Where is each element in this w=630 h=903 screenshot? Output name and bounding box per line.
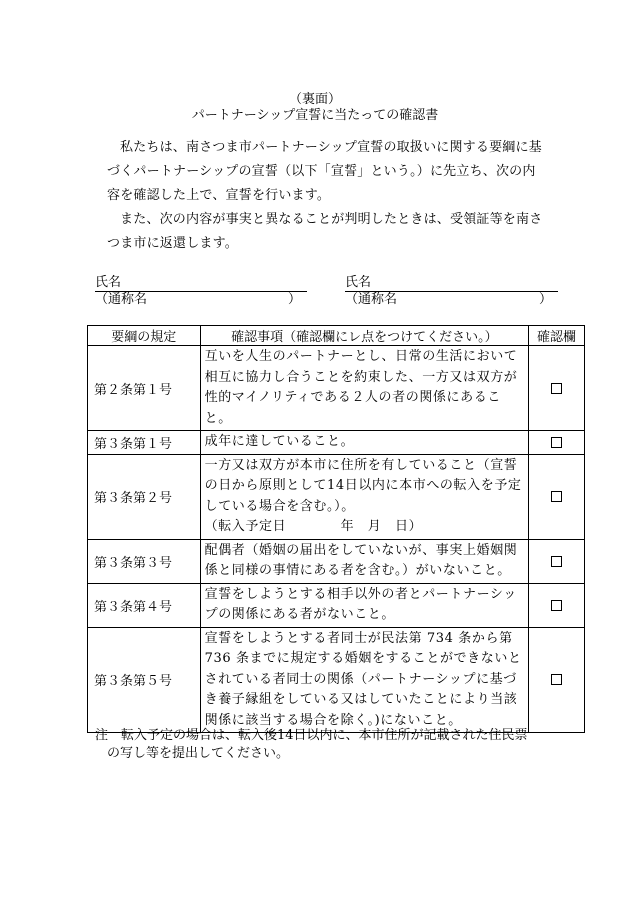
check-cell[interactable] bbox=[529, 539, 585, 583]
alias-close-paren: ） bbox=[287, 292, 301, 307]
item-cell bbox=[200, 583, 528, 627]
item-text: 一方又は双方が本市に住所を有していること（宣誓の日から原則として14日以内に本市への転入を予定している場合を含む。）。 bbox=[204, 457, 522, 514]
item-text: 宣誓をしようとする相手以外の者とパートナーシップの関係にある者がないこと。 bbox=[204, 586, 517, 622]
item-cell bbox=[200, 454, 528, 539]
article-cell: 第２条第１号 bbox=[88, 346, 201, 431]
header-article: 要綱の規定 bbox=[88, 326, 201, 346]
item-subtext: （転入予定日 年 月 日） bbox=[204, 519, 423, 534]
article-cell: 第３条第５号 bbox=[88, 627, 201, 733]
alias-close-paren: ） bbox=[538, 292, 552, 307]
footnote-line-1: 注 転入予定の場合は、転入後14日以内に、本市住所が記載された住民票 bbox=[95, 728, 528, 743]
item-cell bbox=[200, 627, 528, 733]
intro-paragraph-1: 私たちは、南さつま市パートナーシップ宣誓の取扱いに関する要綱に基づくパートナーシップの宣誓（以下「宣誓」という。）に先立ち、次の内容を確認した上で、宣誓を行います。 bbox=[107, 140, 542, 204]
table-row bbox=[88, 431, 585, 455]
footnote bbox=[95, 727, 595, 763]
table-row bbox=[88, 539, 585, 583]
document-title: パートナーシップ宣誓に当たっての確認書 bbox=[191, 108, 439, 123]
intro-paragraph-2: また、次の内容が事実と異なることが判明したときは、受領証等を南さつま市に返還します。 bbox=[107, 212, 543, 252]
item-text: 配偶者（婚姻の届出をしていないが、事実上婚姻関係と同様の事情にある者を含む。）がいないこと。 bbox=[204, 542, 518, 578]
item-text: 互いを人生のパートナーとし、日常の生活において相互に協力し合うことを約束した、一方又は双方が性的マイノリティである２人の者の関係にあること。 bbox=[204, 349, 518, 426]
item-text: 成年に達していること。 bbox=[204, 434, 355, 449]
name-label: 氏名 bbox=[345, 275, 372, 290]
item-cell bbox=[200, 431, 528, 455]
table-row bbox=[88, 583, 585, 627]
alias-label: （通称名 bbox=[345, 292, 398, 307]
item-cell bbox=[200, 346, 528, 431]
article-cell: 第３条第２号 bbox=[88, 454, 201, 539]
article-cell: 第３条第４号 bbox=[88, 583, 201, 627]
table-row bbox=[88, 454, 585, 539]
footnote-line-2: の写し等を提出してください。 bbox=[107, 746, 290, 761]
check-cell[interactable] bbox=[529, 627, 585, 733]
check-cell[interactable] bbox=[529, 346, 585, 431]
checkbox[interactable] bbox=[551, 556, 562, 567]
checkbox[interactable] bbox=[551, 383, 562, 394]
article-cell: 第３条第１号 bbox=[88, 431, 201, 455]
table-header-row bbox=[88, 326, 585, 346]
header-check: 確認欄 bbox=[529, 326, 585, 346]
signature-block-1 bbox=[95, 275, 307, 308]
checkbox[interactable] bbox=[551, 600, 562, 611]
confirmation-table bbox=[87, 325, 585, 733]
checkbox[interactable] bbox=[551, 437, 562, 448]
check-cell[interactable] bbox=[529, 431, 585, 455]
article-cell: 第３条第３号 bbox=[88, 539, 201, 583]
name-label: 氏名 bbox=[95, 275, 122, 290]
check-cell[interactable] bbox=[529, 454, 585, 539]
table-row bbox=[88, 346, 585, 431]
check-cell[interactable] bbox=[529, 583, 585, 627]
checkbox[interactable] bbox=[551, 674, 562, 685]
item-cell bbox=[200, 539, 528, 583]
item-text: 宣誓をしようとする者同士が民法第 734 条から第 736 条までに規定する婚姻をすることができないとされている者同士の関係（パートナーシップに基づき養子縁組をしている又はしていたことにより当該関係に該当する場合を除く。)にないこと。 bbox=[204, 630, 522, 728]
header-items: 確認事項（確認欄にレ点をつけてください。） bbox=[200, 326, 528, 346]
alias-label: （通称名 bbox=[95, 292, 148, 307]
checkbox[interactable] bbox=[551, 491, 562, 502]
signature-block-2 bbox=[345, 275, 558, 308]
table-row bbox=[88, 627, 585, 733]
back-side-label: （裏面） bbox=[288, 92, 341, 107]
